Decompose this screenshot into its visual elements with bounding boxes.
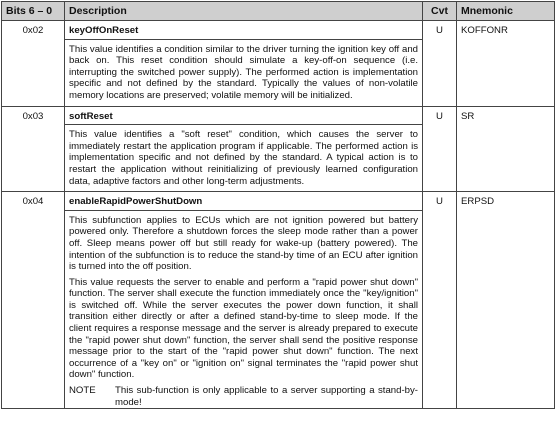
note-text: This sub-function is only applicable to a server supporting a stand-by-mode! xyxy=(115,385,418,408)
row-mnemonic: ERPSD xyxy=(457,192,555,409)
row-code: 0x02 xyxy=(2,21,65,107)
description-paragraph: This subfunction applies to ECUs which are not ignition powered but battery powered only. Therefore a shutdown forces the sleep mode rather than a power off. Sleep means power off but still ready for wake-up (battery powered). The intention of the subfunction is to reduce the stand-by time of an ECU after ignition is turned into the off position. xyxy=(69,214,418,273)
table-header xyxy=(2,2,555,21)
row-mnemonic: KOFFONR xyxy=(457,21,555,107)
header-description: Description xyxy=(65,2,423,21)
row-name: softReset xyxy=(65,107,422,126)
table-row xyxy=(2,106,555,192)
row-name: keyOffOnReset xyxy=(65,21,422,40)
subfunction-table xyxy=(1,1,555,409)
header-bits: Bits 6 – 0 xyxy=(2,2,65,21)
table-row xyxy=(2,21,555,107)
note xyxy=(69,385,418,408)
row-cvt: U xyxy=(423,192,457,409)
header-cvt: Cvt xyxy=(423,2,457,21)
row-description xyxy=(65,21,423,107)
row-code: 0x03 xyxy=(2,106,65,192)
row-code: 0x04 xyxy=(2,192,65,409)
header-mnemonic: Mnemonic xyxy=(457,2,555,21)
row-description xyxy=(65,106,423,192)
description-paragraph: This value identifies a condition similar to the driver turning the ignition key off and back on. This reset condition should simulate a key-off-on sequence (i.e. interrupting the switched power supply). The performed action is implementation specific and not defined by the standard. Typically the values of non-volatile memory locations are preserved; volatile memory will be initialized. xyxy=(69,43,418,101)
row-mnemonic: SR xyxy=(457,106,555,192)
description-paragraph: This value requests the server to enable and perform a "rapid power shut down" function. The server shall execute the function immediately once the "key/ignition" is switched off. While the server executes the power down function, it shall transition either directly or after a defined stand-by-time to sleep mode. If the client requires a response message and the server is already prepared to execute the "rapid power shut down" function, the server shall send the positive response message prior to the start of the "rapid power shut down" function. The next occurrence of a "key on" or "ignition on" signal terminates the "rapid power shut down" function. xyxy=(69,276,418,381)
row-description xyxy=(65,192,423,409)
table-row xyxy=(2,192,555,409)
row-cvt: U xyxy=(423,106,457,192)
description-paragraph: This value identifies a "soft reset" condition, which causes the server to immediately restart the application program if applicable. The performed action is implementation specific and not defined by the standard. A typical action is to restart the application without reinitializing of previously learned configuration data, adaptive factors and other long-term adjustments. xyxy=(69,129,418,187)
row-name: enableRapidPowerShutDown xyxy=(65,192,422,211)
note-label: NOTE xyxy=(69,385,96,397)
row-cvt: U xyxy=(423,21,457,107)
